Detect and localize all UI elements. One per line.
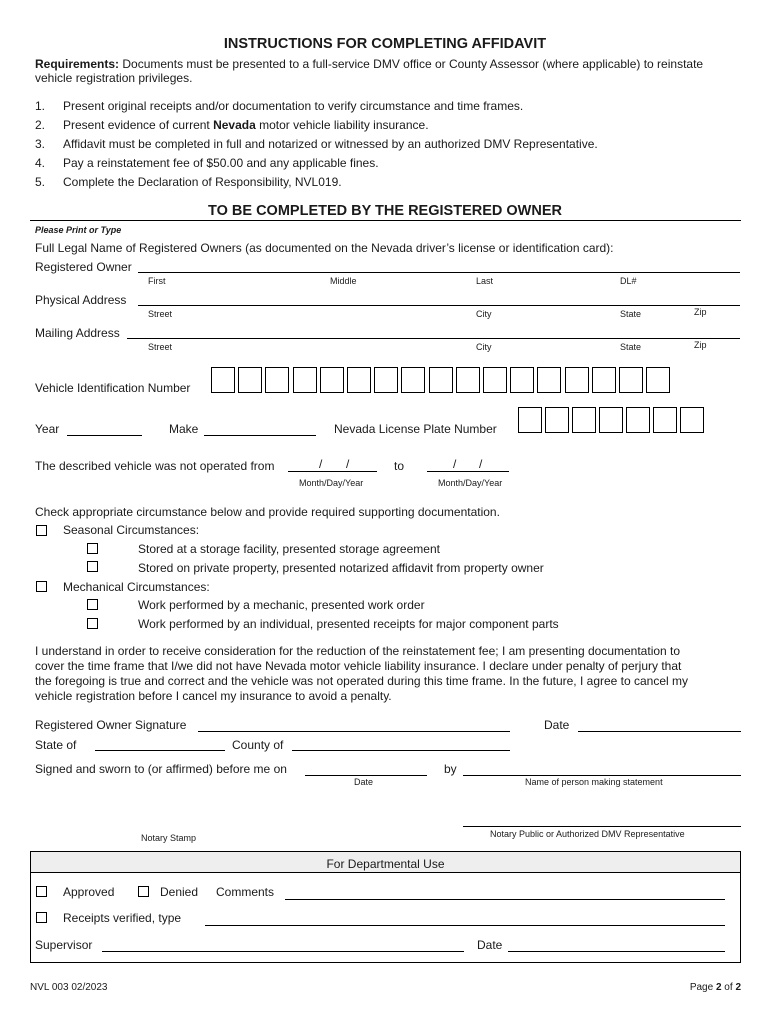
page-number: Page 2 of 2	[689, 982, 741, 993]
name-caption: Name of person making statement	[525, 777, 663, 787]
vin-character-box[interactable]	[565, 367, 589, 393]
to-label: to	[394, 459, 405, 473]
plate-character-box[interactable]	[626, 407, 650, 433]
page-title: INSTRUCTIONS FOR COMPLETING AFFIDAVIT	[223, 36, 547, 52]
city-caption: City	[476, 309, 492, 319]
requirements-text: Documents must be presented to a full-service DMV office or County Assessor (where applicable) to reinstate	[122, 57, 704, 71]
step-text: Complete the Declaration of Responsibility, NVL019.	[63, 175, 342, 189]
last-caption: Last	[476, 276, 494, 286]
zip-caption: Zip	[694, 340, 707, 350]
notary-public-caption: Notary Public or Authorized DMV Representative	[490, 829, 685, 839]
receipts-type-field[interactable]	[205, 925, 725, 926]
seasonal-label: Seasonal Circumstances:	[63, 523, 200, 537]
step-text: Affidavit must be completed in full and notarized or witnessed by an authorized DMV Representative.	[63, 137, 598, 151]
vin-character-box[interactable]	[510, 367, 534, 393]
receipts-verified-checkbox[interactable]	[36, 912, 47, 923]
approved-checkbox[interactable]	[36, 886, 47, 897]
date-slash: /	[453, 457, 457, 471]
denied-label: Denied	[160, 885, 199, 899]
registered-owner-label: Registered Owner	[35, 260, 132, 274]
private-property-checkbox[interactable]	[87, 561, 98, 572]
vin-character-box[interactable]	[293, 367, 317, 393]
notary-signature-field[interactable]	[463, 826, 741, 827]
vin-character-box[interactable]	[456, 367, 480, 393]
plate-character-box[interactable]	[518, 407, 542, 433]
storage-facility-label: Stored at a storage facility, presented storage agreement	[138, 542, 440, 556]
middle-caption: Middle	[330, 276, 357, 286]
physical-address-field[interactable]	[138, 305, 740, 306]
mechanic-label: Work performed by a mechanic, presented work order	[138, 598, 425, 612]
street-caption: Street	[148, 342, 173, 352]
individual-label: Work performed by an individual, presented receipts for major component parts	[138, 617, 559, 631]
storage-facility-checkbox[interactable]	[87, 543, 98, 554]
declaration-line: cover the time frame that I/we did not have Nevada motor vehicle liability insurance. I declare under penalty of perjury that	[35, 659, 682, 673]
private-property-label: Stored on private property, presented notarized affidavit from property owner	[138, 561, 544, 575]
registered-owner-field[interactable]	[138, 272, 740, 273]
check-intro: Check appropriate circumstance below and provide required supporting documentation.	[35, 505, 500, 519]
owner-signature-label: Registered Owner Signature	[35, 718, 187, 732]
to-date-field[interactable]	[427, 471, 509, 472]
date-format-caption: Month/Day/Year	[299, 478, 364, 488]
step-text: Pay a reinstatement fee of $50.00 and any applicable fines.	[63, 156, 379, 170]
vin-label: Vehicle Identification Number	[35, 381, 191, 395]
seasonal-checkbox[interactable]	[36, 525, 47, 536]
notary-stamp-caption: Notary Stamp	[141, 833, 197, 843]
denied-checkbox[interactable]	[138, 886, 149, 897]
city-caption: City	[476, 342, 492, 352]
state-caption: State	[620, 309, 642, 319]
comments-field[interactable]	[285, 899, 725, 900]
mechanic-checkbox[interactable]	[87, 599, 98, 610]
make-field[interactable]	[204, 435, 316, 436]
date-format-caption: Month/Day/Year	[438, 478, 503, 488]
comments-label: Comments	[216, 885, 275, 899]
declaration-line: the foregoing is true and correct and the vehicle was not operated during this time frame. In the future, I agree to cancel my	[35, 674, 689, 688]
vin-character-box[interactable]	[401, 367, 425, 393]
zip-caption: Zip	[694, 307, 707, 317]
vin-character-box[interactable]	[537, 367, 561, 393]
declaration-line: vehicle registration before I cancel my insurance to avoid a penalty.	[35, 689, 392, 703]
physical-address-label: Physical Address	[35, 293, 127, 307]
year-label: Year	[35, 422, 60, 436]
declaration-line: I understand in order to receive consideration for the reduction of the reinstatement fee; I am presenting documentation to	[35, 644, 681, 658]
vin-character-box[interactable]	[429, 367, 453, 393]
vin-character-box[interactable]	[320, 367, 344, 393]
vin-character-box[interactable]	[265, 367, 289, 393]
vin-character-box[interactable]	[619, 367, 643, 393]
state-of-field[interactable]	[95, 750, 225, 751]
step-number: 2.	[35, 118, 46, 132]
dl-caption: DL#	[620, 276, 637, 286]
not-operated-label: The described vehicle was not operated from	[35, 459, 275, 473]
mechanical-label: Mechanical Circumstances:	[63, 580, 210, 594]
date-slash: /	[346, 457, 350, 471]
state-name: Nevada	[213, 118, 256, 132]
vin-character-box[interactable]	[347, 367, 371, 393]
by-label: by	[444, 762, 457, 776]
section-title: TO BE COMPLETED BY THE REGISTERED OWNER	[208, 203, 562, 219]
mailing-address-field[interactable]	[127, 338, 740, 339]
vin-character-box[interactable]	[483, 367, 507, 393]
step-number: 5.	[35, 175, 46, 189]
sworn-date-field[interactable]	[305, 775, 427, 776]
departmental-use-title: For Departmental Use	[326, 857, 445, 871]
vin-character-box[interactable]	[592, 367, 616, 393]
plate-character-box[interactable]	[545, 407, 569, 433]
step-number: 4.	[35, 156, 46, 170]
make-label: Make	[169, 422, 199, 436]
requirements-label: Requirements:	[35, 57, 120, 71]
form-id: NVL 003 02/2023	[30, 982, 108, 993]
step-text: Present evidence of current Nevada motor vehicle liability insurance.	[63, 118, 429, 132]
vin-character-box[interactable]	[211, 367, 235, 393]
individual-checkbox[interactable]	[87, 618, 98, 629]
vin-character-box[interactable]	[646, 367, 670, 393]
print-note: Please Print or Type	[35, 225, 122, 235]
signature-date-label: Date	[544, 718, 570, 732]
requirements-line1	[35, 57, 703, 71]
plate-character-box[interactable]	[572, 407, 596, 433]
step-text: Present original receipts and/or documentation to verify circumstance and time frames.	[63, 99, 524, 113]
approved-label: Approved	[63, 885, 115, 899]
supervisor-field[interactable]	[102, 951, 464, 952]
requirements-line2: vehicle registration privileges.	[35, 71, 193, 85]
plate-character-box[interactable]	[653, 407, 677, 433]
street-caption: Street	[148, 309, 173, 319]
signature-date-field[interactable]	[578, 731, 741, 732]
full-name-label: Full Legal Name of Registered Owners (as documented on the Nevada driver’s license or identification card):	[35, 241, 614, 255]
step-number: 1.	[35, 99, 46, 113]
from-date-field[interactable]	[288, 471, 377, 472]
supervisor-label: Supervisor	[35, 938, 93, 952]
first-caption: First	[148, 276, 166, 286]
county-of-field[interactable]	[292, 750, 510, 751]
receipts-verified-label: Receipts verified, type	[63, 911, 182, 925]
date-slash: /	[319, 457, 323, 471]
plate-label: Nevada License Plate Number	[334, 422, 497, 436]
section-divider	[30, 220, 741, 221]
dept-date-label: Date	[477, 938, 503, 952]
year-field[interactable]	[67, 435, 142, 436]
owner-signature-field[interactable]	[198, 731, 510, 732]
mailing-address-label: Mailing Address	[35, 326, 120, 340]
county-of-label: County of	[232, 738, 284, 752]
sworn-by-field[interactable]	[463, 775, 741, 776]
plate-character-box[interactable]	[680, 407, 704, 433]
state-of-label: State of	[35, 738, 77, 752]
date-slash: /	[479, 457, 483, 471]
dept-date-field[interactable]	[508, 951, 725, 952]
state-caption: State	[620, 342, 642, 352]
vin-character-box[interactable]	[374, 367, 398, 393]
mechanical-checkbox[interactable]	[36, 581, 47, 592]
date-caption: Date	[354, 777, 374, 787]
vin-character-box[interactable]	[238, 367, 262, 393]
step-number: 3.	[35, 137, 46, 151]
plate-character-box[interactable]	[599, 407, 623, 433]
sworn-label: Signed and sworn to (or affirmed) before me on	[35, 762, 287, 776]
